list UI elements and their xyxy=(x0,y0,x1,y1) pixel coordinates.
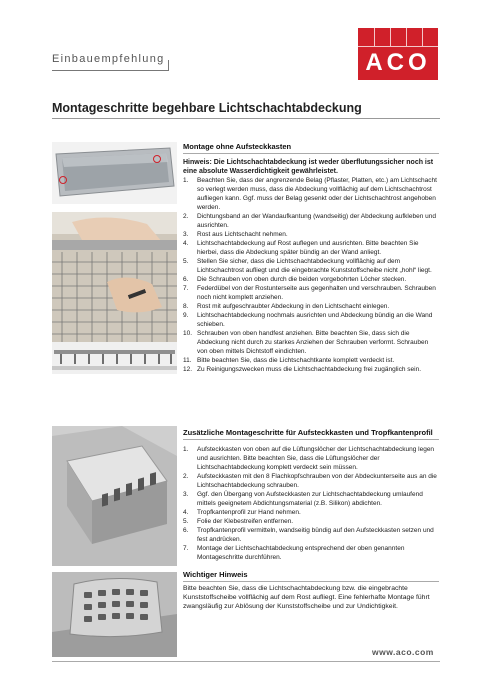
header-label: Einbauempfehlung xyxy=(52,53,165,65)
attachment-box-photo xyxy=(52,426,177,566)
important-note-text: Bitte beachten Sie, dass die Lichtschachtabdeckung bzw. die eingebrachte Kunststoffscheibe vollflächig auf dem Rost aufliegt. Eine fehlerhafte Montage führt zwangsläufig zur Ablösung der Kunststoffscheibe und zur Undichtigkeit. xyxy=(183,585,430,611)
footer-url: www.aco.com xyxy=(372,647,434,657)
list-item: 1. Aufsteckkasten von oben auf die Lüftungslöcher der Lichtschachtabdeckung legen und ausrichten. Bitte beachten Sie, dass die Lüftungslöcher der Lichtschachtabdeckung komplett verdeckt sein müssen. xyxy=(183,446,435,471)
logo-grid xyxy=(358,28,438,46)
list-item: 3. Ggf. den Übergang von Aufsteckkasten zur Lichtschachtabdeckung umlaufend mittels geeignetem Abdichtungsmaterial (z.B. Silikon) abdichten. xyxy=(183,491,423,507)
list-item: 4. Lichtschachtabdeckung auf Rost auflegen und ausrichten. Bitte beachten Sie hierbei, dass die Abdeckung später bündig an der Wand anliegt. xyxy=(183,240,419,257)
installation-photo-grate xyxy=(52,212,177,342)
aco-logo xyxy=(358,28,438,80)
drip-edge-profile-photo xyxy=(52,342,177,374)
list-item: 7. Federdübel von der Rostunterseite aus gegenhalten und verschrauben. Schrauben noch nicht komplett anziehen. xyxy=(183,285,436,302)
list-item: 2. Aufsteckkasten mit den 8 Flachkopfschrauben von der Abdeckunterseite aus an die Lichtschachtabdeckung schrauben. xyxy=(183,473,437,489)
list-item: 2. Dichtungsband an der Wandaufkantung (wandseitig) der Abdeckung aufkleben und ausrichten. xyxy=(183,213,436,230)
list-item: 11. Bitte beachten Sie, dass die Lichtschachtkante komplett verdeckt ist. xyxy=(183,357,395,365)
section-divider xyxy=(183,581,439,582)
list-item: 5. Stellen Sie sicher, dass die Lichtschachtabdeckung vollflächig auf dem Lichtschachtrost aufliegt und die eingebrachte Kunststoffscheibe nicht „hohl“ liegt. xyxy=(183,258,432,275)
list-item: 8. Rost mit aufgeschraubter Abdeckung in den Lichtschacht einlegen. xyxy=(183,303,390,311)
list-item: 9. Lichtschachtabdeckung nochmals ausrichten und Abdeckung bündig an die Wand schieben. xyxy=(183,312,433,329)
section-mounting-without-box xyxy=(183,142,439,374)
section-heading: Zusätzliche Montageschritte für Aufsteckkasten und Tropfkantenprofil xyxy=(183,428,433,437)
list-item: 4. Tropfkantenprofil zur Hand nehmen. xyxy=(183,509,301,516)
list-item: 12. Zu Reinigungszwecken muss die Lichtschachtabdeckung frei zugänglich sein. xyxy=(183,366,422,374)
step-list xyxy=(183,445,439,562)
list-item: 10. Schrauben von oben handfest anziehen. Bitte beachten Sie, dass sich die Abdeckung nicht durch zu starkes Anziehen der Schrauben verformt. Schrauben von oben mittels Dichtstoff eindichten. xyxy=(183,330,429,356)
section-divider xyxy=(183,153,439,154)
warning-note: Hinweis: Die Lichtschachtabdeckung ist weder überflutungssicher noch ist eine absolute Wasserdichtigkeit gewährleistet. xyxy=(183,159,434,176)
list-item: 7. Montage der Lichtschachtabdeckung entsprechend der oben genannten Montageschritte durchführen. xyxy=(183,545,405,561)
page-title: Montageschritte begehbare Lichtschachtabdeckung xyxy=(52,101,362,115)
footer-divider xyxy=(52,661,440,662)
list-item: 3. Rost aus Lichtschacht nehmen. xyxy=(183,231,288,239)
vent-cover-photo xyxy=(52,572,177,657)
list-item: 1. Beachten Sie, dass der angrenzende Belag (Pflaster, Platten, etc.) am Lichtschacht so verlegt werden muss, dass die Abdeckung vollflächig auf dem Lichtschachtrost aufliegen kann. Ggf. muss der Belag gesenkt oder der Lichtschachtrost angehoben werden. xyxy=(183,177,437,212)
header-divider xyxy=(52,70,169,71)
section-additional-steps xyxy=(183,428,439,562)
list-item: 6. Tropfkantenprofil vermitteln, wandseitig bündig auf den Aufsteckkasten setzen und fest andrücken. xyxy=(183,527,434,543)
title-divider xyxy=(52,118,440,119)
section-heading: Wichtiger Hinweis xyxy=(183,570,248,579)
section-important-note xyxy=(183,570,439,612)
list-item: 5. Folie der Klebestreifen entfernen. xyxy=(183,518,294,525)
header-divider-tick xyxy=(168,60,169,71)
cover-plate-photo xyxy=(52,142,177,204)
section-divider xyxy=(183,439,439,440)
list-item: 6. Die Schrauben von oben durch die beiden vorgebohrten Löcher stecken. xyxy=(183,276,407,284)
step-list xyxy=(183,176,439,374)
section-heading: Montage ohne Aufsteckkasten xyxy=(183,142,292,151)
logo-text: ACO xyxy=(365,49,431,76)
